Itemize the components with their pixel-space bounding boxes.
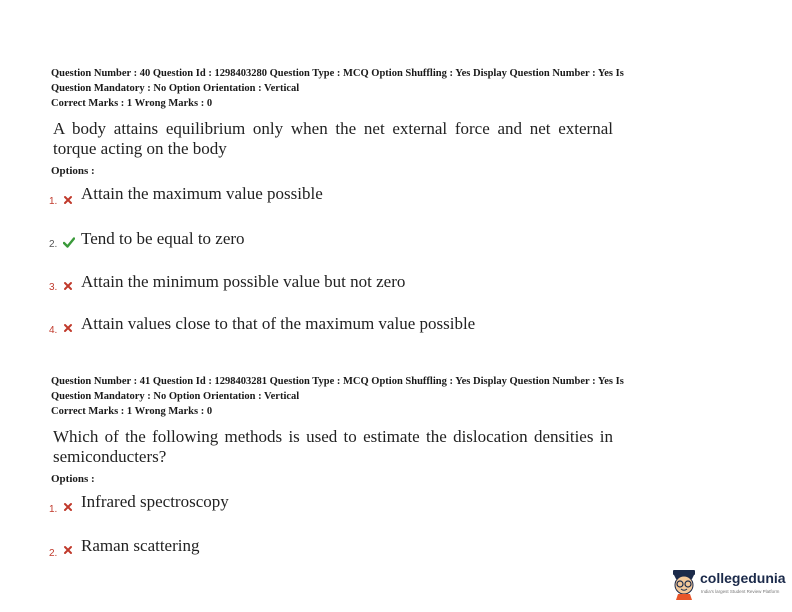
option-number: 4. (49, 325, 58, 336)
option-item (49, 314, 649, 344)
option-item (49, 229, 649, 259)
option-number: 1. (49, 196, 58, 207)
option-number: 2. (49, 548, 58, 559)
mascot-icon (668, 567, 700, 601)
question-40-text: A body attains equilibrium only when the net external force and net external torque acting on the body (53, 119, 613, 158)
question-41-text: Which of the following methods is used to estimate the dislocation densities in semiconducters? (53, 427, 613, 466)
cross-icon (63, 545, 73, 555)
option-item (49, 536, 649, 566)
cross-icon (63, 281, 73, 291)
option-text: Attain the maximum value possible (81, 184, 323, 203)
logo-brand-text: collegedunia (700, 570, 786, 586)
cross-icon (63, 502, 73, 512)
question-41-meta (51, 374, 751, 419)
option-text: Tend to be equal to zero (81, 229, 245, 248)
cross-icon (63, 323, 73, 333)
option-text: Infrared spectroscopy (81, 492, 229, 511)
logo-tagline: India's largest Student Review Platform (701, 589, 780, 594)
question-meta-line: Question Number : 40 Question Id : 1298403280 Question Type : MCQ Option Shuffling : Yes Display Question Number : Yes Is (51, 68, 624, 79)
option-number: 3. (49, 282, 58, 293)
question-marks-line: Correct Marks : 1 Wrong Marks : 0 (51, 406, 213, 417)
question-40-meta (51, 66, 751, 111)
checkmark-icon (63, 237, 75, 248)
options-label: Options : (51, 473, 95, 485)
option-text: Attain the minimum possible value but not zero (81, 272, 406, 291)
question-meta-line: Question Number : 41 Question Id : 1298403281 Question Type : MCQ Option Shuffling : Yes Display Question Number : Yes Is (51, 376, 624, 387)
option-item (49, 184, 649, 214)
option-number: 1. (49, 504, 58, 515)
question-marks-line: Correct Marks : 1 Wrong Marks : 0 (51, 98, 213, 109)
cross-icon (63, 195, 73, 205)
question-meta-line: Question Mandatory : No Option Orientation : Vertical (51, 83, 300, 94)
collegedunia-logo (668, 565, 788, 603)
option-item (49, 272, 649, 302)
option-text: Attain values close to that of the maximum value possible (81, 314, 476, 333)
option-item (49, 492, 649, 522)
question-meta-line: Question Mandatory : No Option Orientation : Vertical (51, 391, 300, 402)
options-label: Options : (51, 165, 95, 177)
option-text: Raman scattering (81, 536, 200, 555)
option-number: 2. (49, 239, 58, 250)
